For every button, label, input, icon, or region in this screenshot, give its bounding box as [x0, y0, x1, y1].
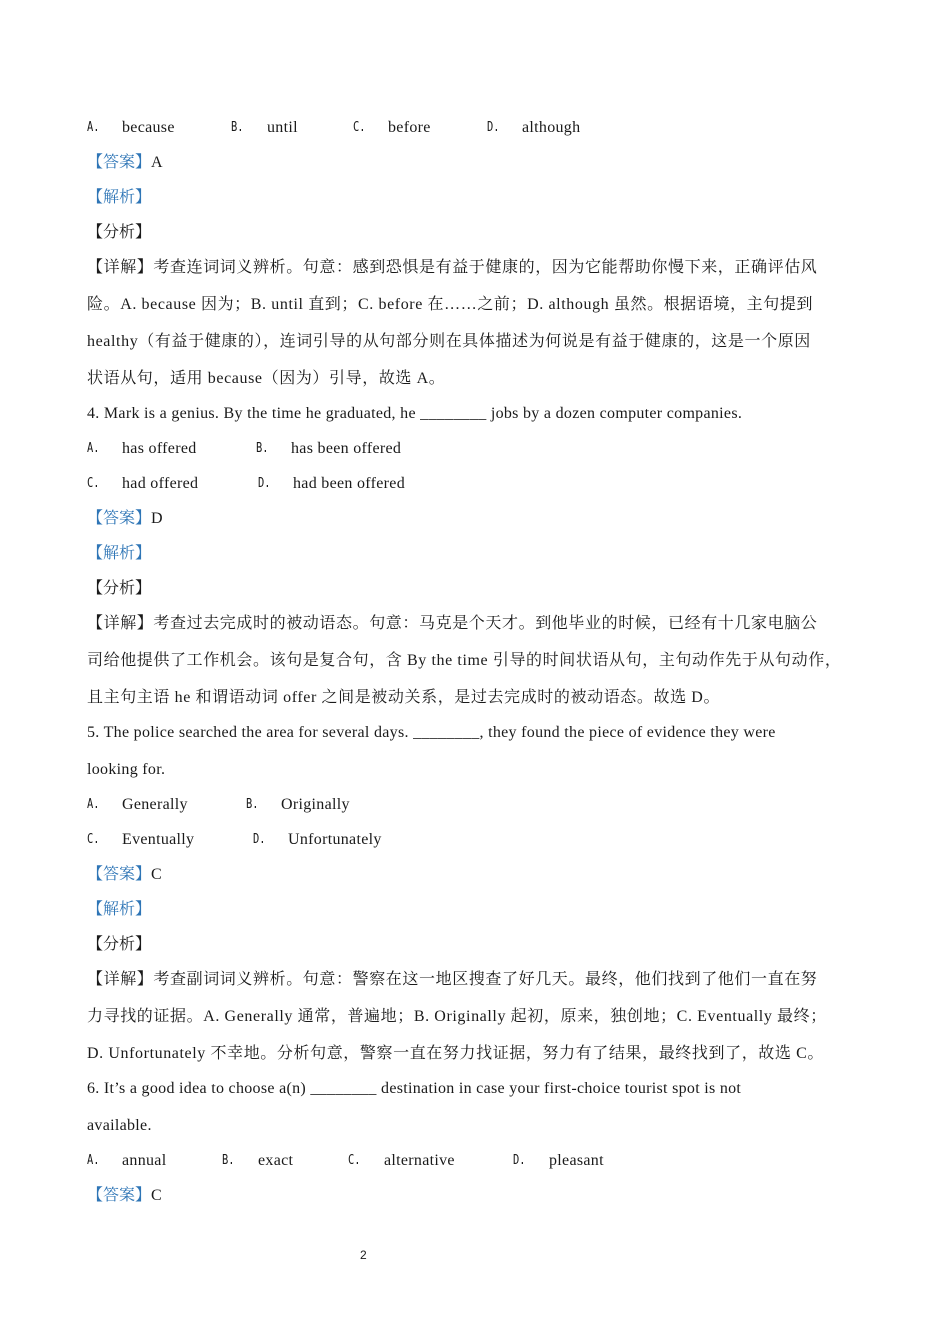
question-stem: 5. The police searched the area for several days. ________, they found the piece of evidence they were: [87, 724, 776, 741]
fenxi-heading: [87, 934, 151, 956]
option-text: has been offered: [291, 440, 402, 457]
fenxi-label: 【分析】: [87, 224, 152, 241]
answer-value: D: [151, 510, 163, 527]
detail-label: 【详解】: [87, 615, 154, 632]
detail-text: 且主句主语 he 和谓语动词 offer 之间是被动关系，是过去完成时的被动语态。故选 D。: [87, 689, 721, 706]
answer-line: [87, 152, 163, 174]
answer-value: C: [151, 1187, 162, 1204]
option-letter: D.: [253, 832, 266, 847]
option-text: although: [522, 119, 581, 136]
detail-line: [87, 331, 811, 353]
answer-label: 【答案】: [87, 154, 152, 171]
option-letter: A.: [87, 441, 100, 456]
detail-line: [87, 1043, 824, 1065]
detail-line: [87, 257, 817, 279]
answer-label: 【答案】: [87, 1187, 152, 1204]
detail-text: 力寻找的证据。A. Generally 通常，普遍地；B. Originally 起初，原来，独创地；C. Eventually 最终；: [87, 1008, 827, 1025]
option-text: until: [267, 119, 298, 136]
detail-label: 【详解】: [87, 259, 154, 276]
analysis-heading: [87, 187, 151, 209]
detail-text: 考查副词词义辨析。句意：警察在这一地区搜查了好几天。最终，他们找到了他们一直在努: [153, 971, 818, 988]
detail-text: 司给他提供了工作机会。该句是复合句，含 By the time 引导的时间状语从句，主句动作先于从句动作，: [87, 652, 842, 669]
option-letter: C.: [348, 1153, 361, 1168]
answer-label: 【答案】: [87, 510, 152, 527]
options-row: [0, 117, 950, 139]
options-row: [0, 794, 950, 816]
options-row: [0, 829, 950, 851]
option-letter: C.: [87, 832, 100, 847]
page-number: 2: [360, 1248, 367, 1262]
option-text: annual: [122, 1152, 167, 1169]
options-row: [0, 473, 950, 495]
option-text: Originally: [281, 796, 350, 813]
option-text: Eventually: [122, 831, 195, 848]
options-row: [0, 438, 950, 460]
option-text: alternative: [384, 1152, 455, 1169]
analysis-label: 【解析】: [87, 189, 152, 206]
fenxi-heading: [87, 222, 151, 244]
detail-line: [87, 650, 841, 672]
option-text: pleasant: [549, 1152, 604, 1169]
answer-value: C: [151, 866, 162, 883]
detail-text: D. Unfortunately 不幸地。分析句意，警察一直在努力找证据，努力有了结果，最终找到了，故选 C。: [87, 1045, 824, 1062]
option-letter: A.: [87, 120, 100, 135]
detail-line: [87, 613, 817, 635]
option-letter: A.: [87, 797, 100, 812]
question-stem: available.: [87, 1117, 152, 1134]
detail-text: 考查连词词义辨析。句意：感到恐惧是有益于健康的，因为它能帮助你慢下来，正确评估风: [153, 259, 818, 276]
option-letter: D.: [258, 476, 271, 491]
answer-value: A: [151, 154, 163, 171]
detail-text: 险。A. because 因为；B. until 直到；C. before 在……之前；D. although 虽然。根据语境，主句提到: [87, 296, 814, 313]
option-letter: B.: [222, 1153, 235, 1168]
detail-line: [87, 1006, 827, 1028]
option-letter: C.: [353, 120, 366, 135]
detail-label: 【详解】: [87, 971, 154, 988]
option-letter: D.: [487, 120, 500, 135]
detail-line: [87, 969, 817, 991]
analysis-heading: [87, 543, 151, 565]
analysis-label: 【解析】: [87, 545, 152, 562]
question-stem: 6. It’s a good idea to choose a(n) ________ destination in case your first-choice tourist spot is not: [87, 1080, 742, 1097]
option-letter: D.: [513, 1153, 526, 1168]
answer-line: [87, 508, 163, 530]
option-text: before: [388, 119, 431, 136]
fenxi-label: 【分析】: [87, 580, 152, 597]
detail-line: [87, 687, 720, 709]
option-letter: B.: [246, 797, 259, 812]
fenxi-label: 【分析】: [87, 936, 152, 953]
option-text: has offered: [122, 440, 197, 457]
analysis-heading: [87, 899, 151, 921]
options-row: [0, 1150, 950, 1172]
answer-label: 【答案】: [87, 866, 152, 883]
detail-text: 考查过去完成时的被动语态。句意：马克是个天才。到他毕业的时候，已经有十几家电脑公: [153, 615, 818, 632]
analysis-label: 【解析】: [87, 901, 152, 918]
option-text: Generally: [122, 796, 188, 813]
option-letter: C.: [87, 476, 100, 491]
option-letter: B.: [256, 441, 269, 456]
detail-text: healthy（有益于健康的），连词引导的从句部分则在具体描述为何说是有益于健康的，这是一个原因: [87, 333, 811, 350]
option-text: exact: [258, 1152, 294, 1169]
detail-line: [87, 294, 813, 316]
answer-line: [87, 864, 162, 886]
fenxi-heading: [87, 578, 151, 600]
option-text: Unfortunately: [288, 831, 382, 848]
detail-line: [87, 368, 445, 390]
option-letter: A.: [87, 1153, 100, 1168]
option-text: because: [122, 119, 175, 136]
question-stem: looking for.: [87, 761, 166, 778]
option-text: had offered: [122, 475, 199, 492]
option-letter: B.: [231, 120, 244, 135]
option-text: had been offered: [293, 475, 406, 492]
detail-text: 状语从句，适用 because（因为）引导，故选 A。: [87, 370, 446, 387]
question-stem: 4. Mark is a genius. By the time he graduated, he ________ jobs by a dozen computer companies.: [87, 405, 743, 422]
answer-line: [87, 1185, 162, 1207]
